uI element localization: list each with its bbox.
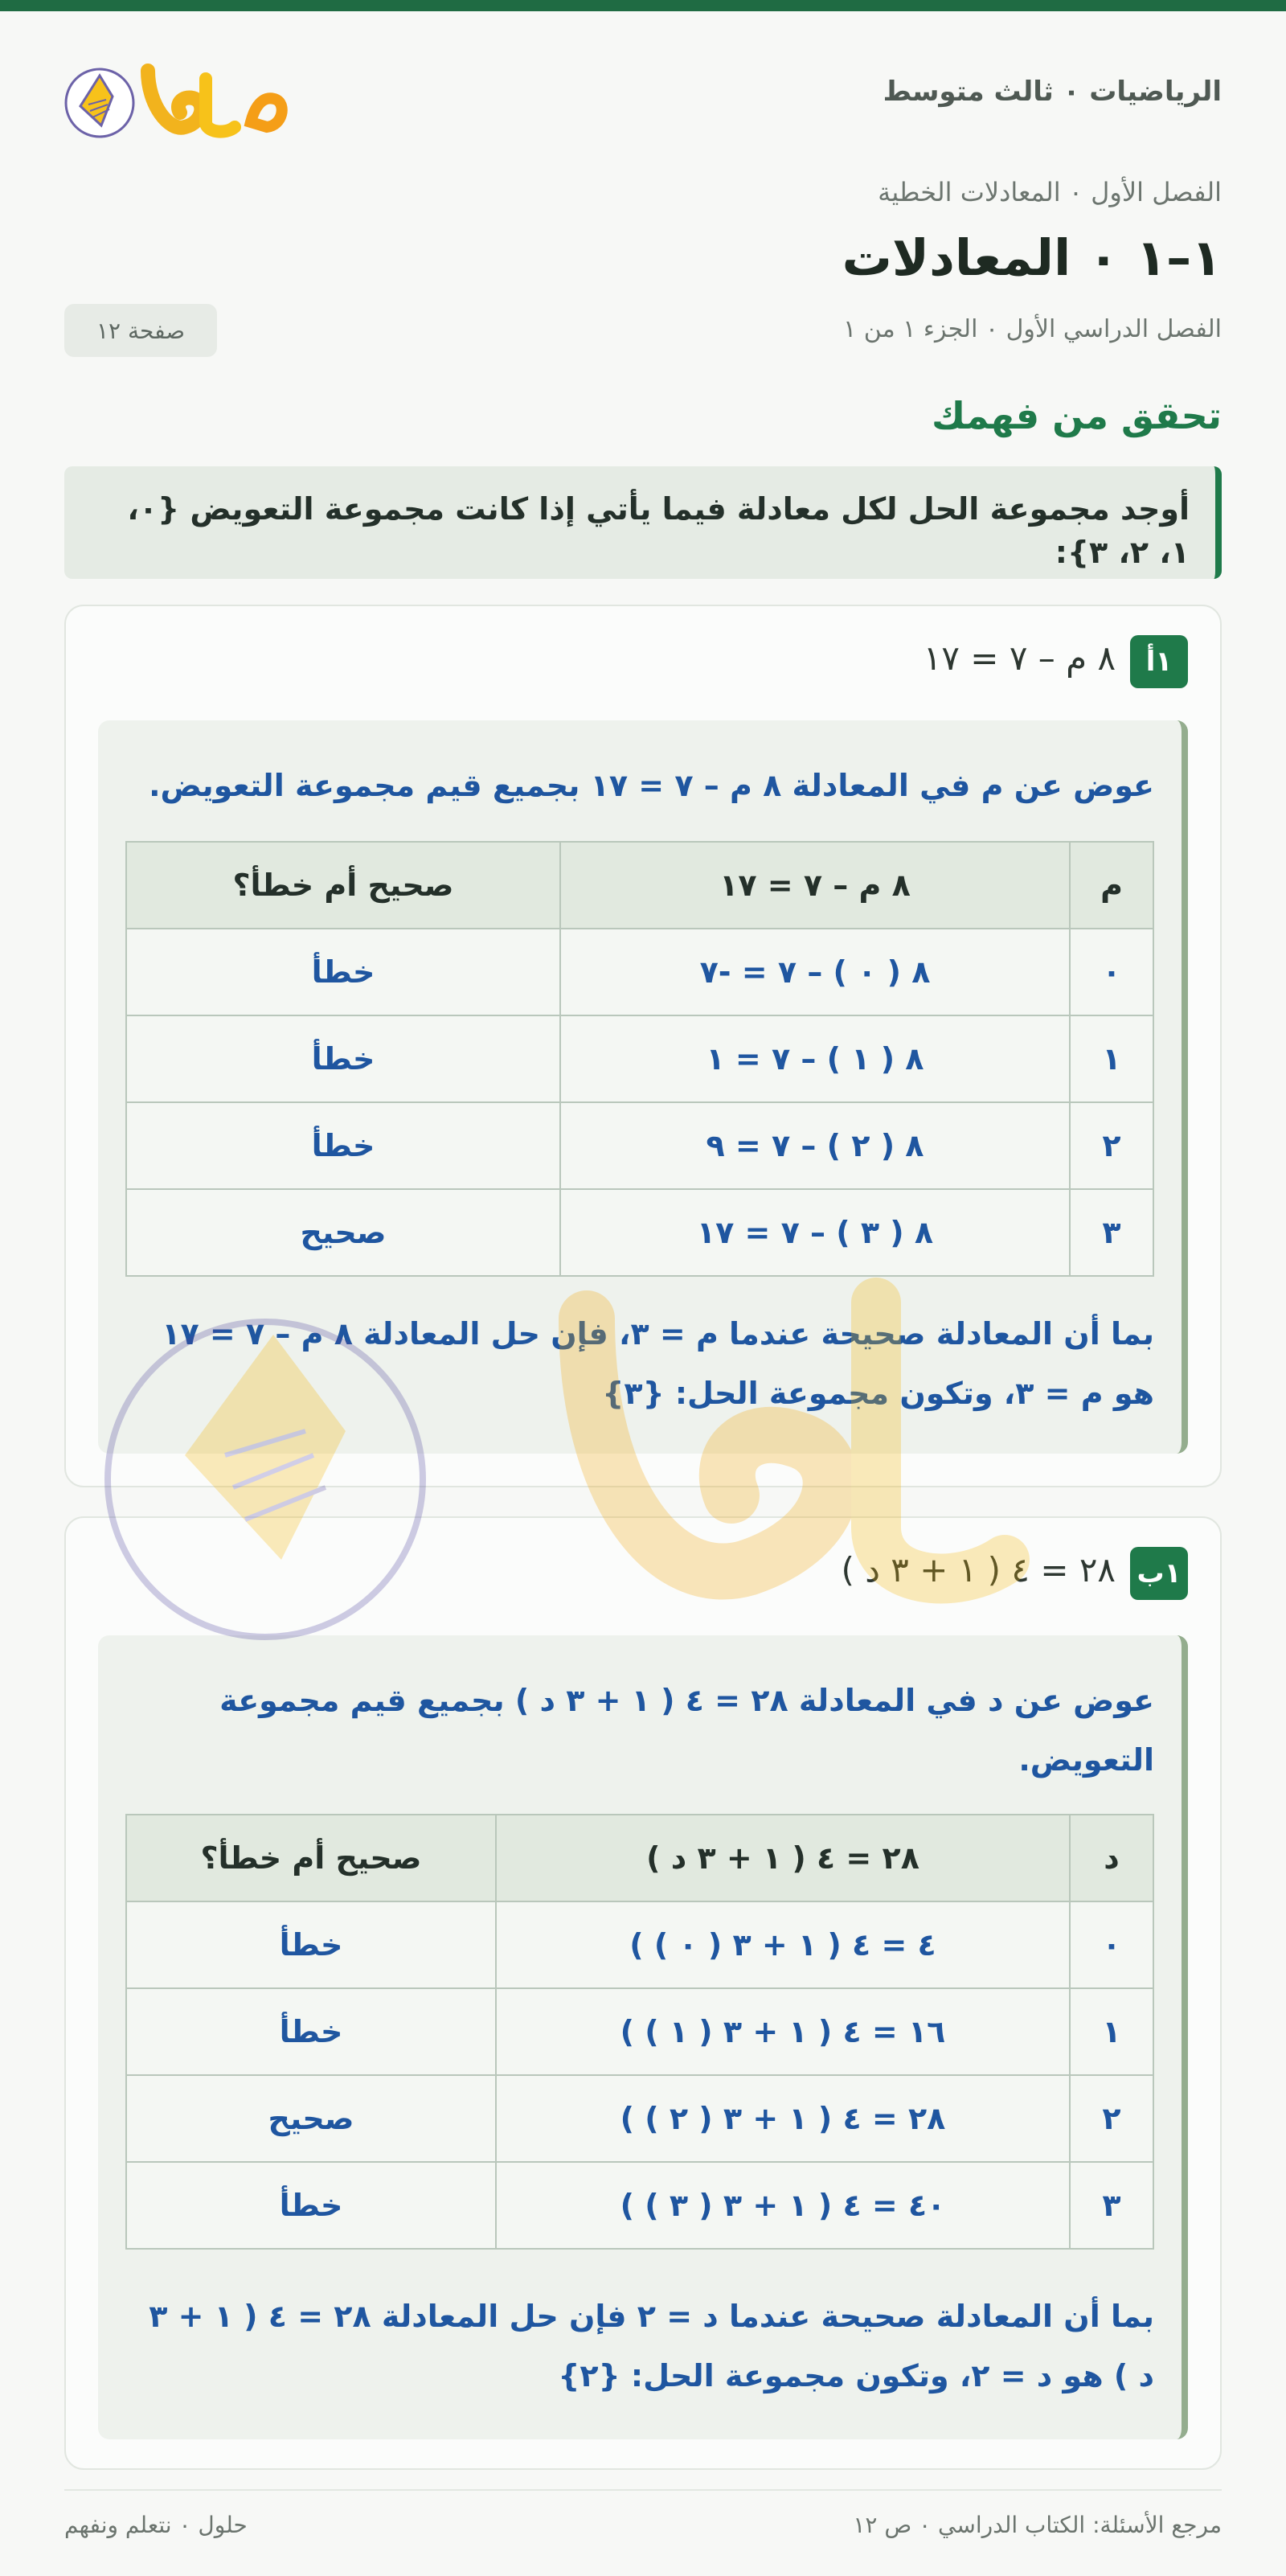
- table-header-row: [126, 842, 1153, 929]
- result-label: خطأ: [126, 1988, 496, 2075]
- result-label: خطأ: [126, 1901, 496, 1988]
- hulul-logo: [64, 55, 289, 151]
- page-header: [64, 11, 1222, 172]
- variable-value: ٠: [1070, 1901, 1153, 1988]
- solution-intro: عوض عن م في المعادلة ٨ م – ٧ = ١٧ بجميع قيم مجموعة التعويض.: [149, 768, 1154, 803]
- semester-label: الفصل الدراسي الأول ٠ الجزء ١ من ١: [843, 315, 1222, 343]
- substitution-expression: ٢٨ = ٤ ( ١ + ٣ ( ٢ ) ): [496, 2075, 1070, 2162]
- footer-reference: مرجع الأسئلة: الكتاب الدراسي ٠ ص ١٢: [853, 2512, 1222, 2538]
- problem-label-badge: ١ب: [1130, 1547, 1188, 1600]
- table-header-row: [126, 1815, 1153, 1901]
- problem-label-badge: ١أ: [1130, 635, 1188, 688]
- solution-panel: [98, 720, 1188, 1454]
- table-row: [126, 2075, 1153, 2162]
- header-variable: د: [1070, 1815, 1153, 1901]
- problem-equation: ٨ م – ٧ = ١٧: [923, 638, 1116, 678]
- result-label: خطأ: [126, 1102, 560, 1189]
- table-row: [126, 2162, 1153, 2249]
- problem-card-1a: [64, 605, 1222, 1487]
- variable-value: ٢: [1070, 2075, 1153, 2162]
- substitution-table: [125, 841, 1154, 1277]
- table-row: [126, 1189, 1153, 1276]
- exercise-prompt: أوجد مجموعة الحل لكل معادلة فيما يأتي إذا كانت مجموعة التعويض {٠، ١، ٢، ٣}:: [64, 466, 1222, 579]
- table-row: [126, 1015, 1153, 1102]
- header-equation: ٢٨ = ٤ ( ١ + ٣ د ): [496, 1815, 1070, 1901]
- solution-conclusion: بما أن المعادلة صحيحة عندما د = ٢ فإن حل المعادلة ٢٨ = ٤ ( ١ + ٣ د ) هو د = ٢، وتكون مجموعة الحل: {٢}: [149, 2299, 1154, 2393]
- solution-conclusion: بما أن المعادلة صحيحة عندما م = ٣، فإن حل المعادلة ٨ م – ٧ = ١٧ هو م = ٣، وتكون مجموعة الحل: {٣}: [162, 1316, 1154, 1411]
- page-number-badge: صفحة ١٢: [64, 304, 217, 357]
- problem-card-1b: [64, 1516, 1222, 2470]
- substitution-table: [125, 1814, 1154, 2250]
- solution-panel: [98, 1635, 1188, 2439]
- substitution-expression: ٤ = ٤ ( ١ + ٣ ( ٠ ) ): [496, 1901, 1070, 1988]
- substitution-expression: ٨ ( ٣ ) – ٧ = ١٧: [560, 1189, 1070, 1276]
- result-label: صحيح: [126, 2075, 496, 2162]
- substitution-expression: ٤٠ = ٤ ( ١ + ٣ ( ٣ ) ): [496, 2162, 1070, 2249]
- variable-value: ٣: [1070, 1189, 1153, 1276]
- substitution-expression: ٨ ( ٢ ) – ٧ = ٩: [560, 1102, 1070, 1189]
- result-label: خطأ: [126, 929, 560, 1015]
- table-row: [126, 1901, 1153, 1988]
- header-equation: ٨ م – ٧ = ١٧: [560, 842, 1070, 929]
- variable-value: ٣: [1070, 2162, 1153, 2249]
- solution-intro: عوض عن د في المعادلة ٢٨ = ٤ ( ١ + ٣ د ) بجميع قيم مجموعة التعويض.: [219, 1683, 1154, 1778]
- page-content: [64, 11, 1222, 2393]
- variable-value: ٢: [1070, 1102, 1153, 1189]
- substitution-expression: ٨ ( ٠ ) – ٧ = ‎-٧: [560, 929, 1070, 1015]
- result-label: خطأ: [126, 2162, 496, 2249]
- subject-title: الرياضيات ٠ ثالث متوسط: [883, 76, 1222, 108]
- table-row: [126, 1988, 1153, 2075]
- top-accent-bar: [0, 0, 1286, 11]
- lesson-title: ١–١ ٠ المعادلات: [842, 228, 1222, 287]
- hulul-logo-icon: [64, 55, 289, 151]
- variable-value: ١: [1070, 1015, 1153, 1102]
- variable-value: ١: [1070, 1988, 1153, 2075]
- variable-value: ٠: [1070, 929, 1153, 1015]
- result-label: صحيح: [126, 1189, 560, 1276]
- footer-divider: [64, 2489, 1222, 2491]
- result-label: خطأ: [126, 1015, 560, 1102]
- substitution-expression: ٨ ( ١ ) – ٧ = ١: [560, 1015, 1070, 1102]
- table-row: [126, 929, 1153, 1015]
- substitution-expression: ١٦ = ٤ ( ١ + ٣ ( ١ ) ): [496, 1988, 1070, 2075]
- header-result: صحيح أم خطأ؟: [126, 1815, 496, 1901]
- table-row: [126, 1102, 1153, 1189]
- section-title: تحقق من فهمك: [931, 394, 1222, 437]
- footer-brand: حلول ٠ نتعلم ونفهم: [64, 2512, 248, 2538]
- header-result: صحيح أم خطأ؟: [126, 842, 560, 929]
- header-variable: م: [1070, 842, 1153, 929]
- problem-equation: ٢٨ = ٤ ( ١ + ٣ د ): [841, 1550, 1116, 1589]
- chapter-label: الفصل الأول ٠ المعادلات الخطية: [878, 177, 1222, 207]
